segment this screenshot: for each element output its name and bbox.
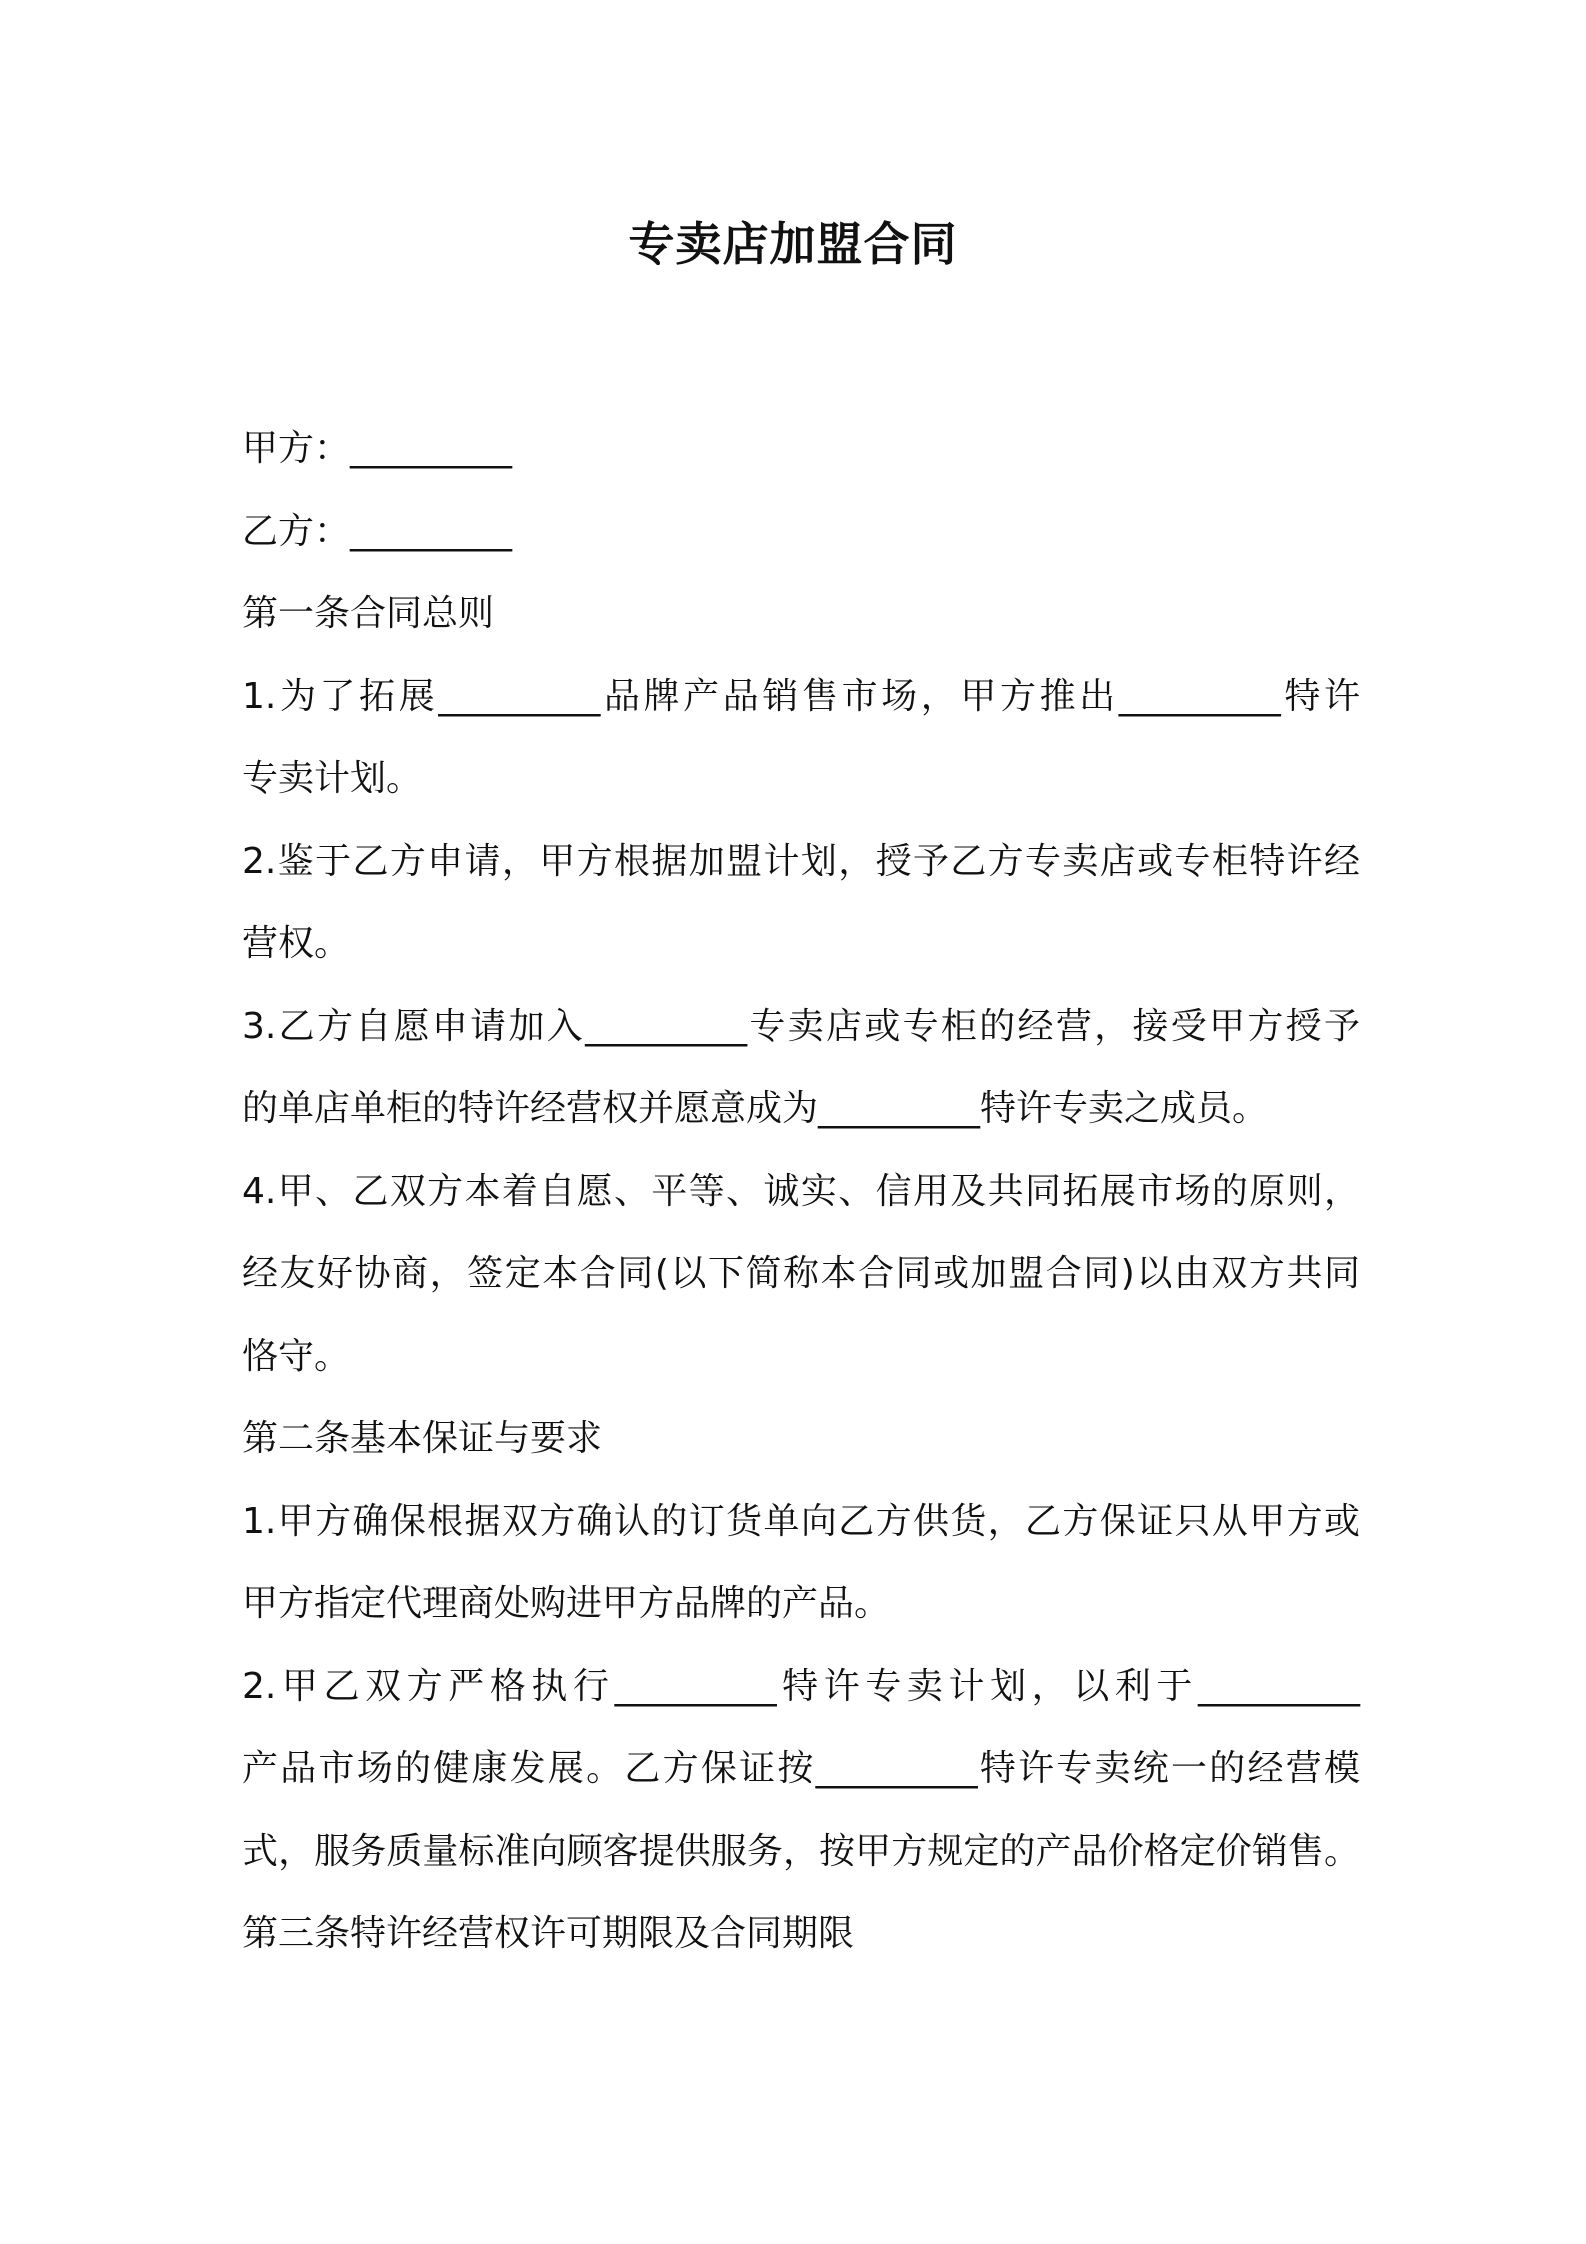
document-title: 专卖店加盟合同 (628, 217, 958, 271)
article-2-item-2-line-2: 产品市场的健康发展。乙方保证按_________特许专卖统一的经营模 (242, 1748, 1360, 1789)
article-2-item-1-line-1: 1.甲方确保根据双方确认的订货单向乙方供货，乙方保证只从甲方或 (242, 1500, 1360, 1542)
article-2-item-1-line-2: 甲方指定代理商处购进甲方品牌的产品。 (242, 1583, 891, 1624)
party-b-line: 乙方：_________ (242, 510, 513, 552)
document-body (242, 408, 1360, 1976)
article-1-item-3-line-2: 的单店单柜的特许经营权并愿意成为_________特许专卖之成员。 (242, 1088, 1269, 1129)
article-1-item-1-line-2: 专卖计划。 (242, 758, 423, 799)
article-1-item-4-line-2: 经友好协商，签定本合同(以下简称本合同或加盟合同)以由双方共同 (242, 1253, 1360, 1294)
article-1-heading: 第一条合同总则 (242, 593, 495, 634)
article-1-item-4-line-1: 4.甲、乙双方本着自愿、平等、诚实、信用及共同拓展市场的原则， (242, 1170, 1360, 1212)
article-1-item-1-line-1: 1.为了拓展_________品牌产品销售市场，甲方推出_________特许 (242, 675, 1360, 717)
party-a-line: 甲方：_________ (242, 428, 513, 469)
article-2-item-2-line-3: 式，服务质量标准向顾客提供服务，按甲方规定的产品价格定价销售。 (242, 1830, 1360, 1872)
article-1-item-3-line-1: 3.乙方自愿申请加入_________专卖店或专柜的经营，接受甲方授予 (242, 1005, 1360, 1047)
article-1-item-2-line-1: 2.鉴于乙方申请，甲方根据加盟计划，授予乙方专卖店或专柜特许经 (242, 840, 1360, 882)
article-2-item-2-line-1: 2.甲乙双方严格执行_________特许专卖计划，以利于_________ (242, 1665, 1360, 1707)
article-2-heading: 第二条基本保证与要求 (242, 1418, 603, 1459)
article-3-heading: 第三条特许经营权许可期限及合同期限 (242, 1913, 855, 1954)
article-1-item-4-line-3: 恪守。 (242, 1335, 351, 1377)
article-1-item-2-line-2: 营权。 (242, 923, 351, 964)
